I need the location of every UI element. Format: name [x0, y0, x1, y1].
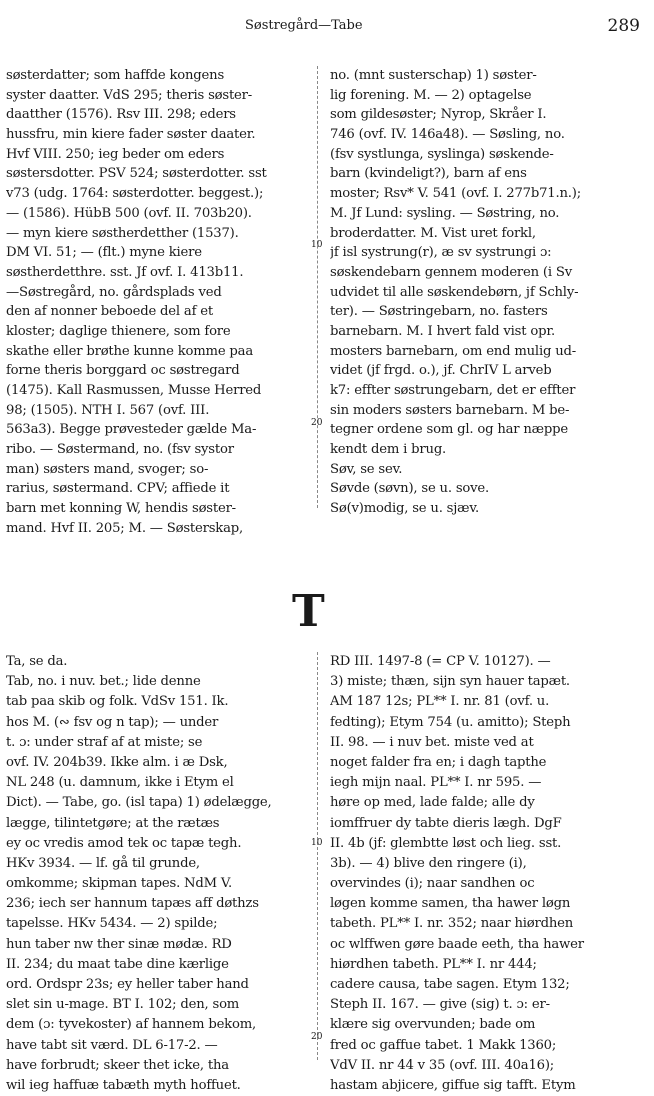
text-line: Søvde (søvn), se u. sove.: [330, 481, 489, 497]
text-line: Steph II. 167. — give (sig) t. ɔ: er-: [330, 997, 550, 1013]
text-line: ter). — Søstringebarn, no. fasters: [330, 304, 548, 320]
text-line: søstherdetthre. sst. Jf ovf. I. 413b11.: [6, 264, 244, 280]
text-line: udvidet til alle søskendebørn, jf Schly-: [330, 284, 579, 300]
text-line: mand. Hvf II. 205; M. — Søsterskap,: [6, 520, 243, 536]
text-line: jf isl systrung(r), æ sv systrungi ɔ:: [330, 245, 552, 261]
text-line: HKv 3934. — lf. gå til grunde,: [6, 855, 200, 871]
section-letter: T: [292, 586, 325, 637]
text-line: broderdatter. M. Vist uret forkl,: [330, 225, 536, 241]
text-line: videt (jf frgd. o.), jf. ChrIV L arveb: [330, 363, 552, 379]
text-line: Sø(v)modig, se u. sjæv.: [330, 501, 480, 517]
text-line: omkomme; skipman tapes. NdM V.: [6, 876, 232, 892]
text-line: t. ɔ: under straf af at miste; se: [6, 734, 203, 750]
text-line: søsterdatter; som haffde kongens: [6, 68, 225, 83]
text-line: klære sig overvunden; bade om: [330, 1017, 536, 1033]
text-line: noget falder fra en; i dagh tapthe: [330, 754, 547, 770]
text-line: ord. Ordspr 23s; ey heller taber hand: [6, 977, 249, 992]
text-line: hastam abjicere, giffue sig tafft. Etym: [330, 1077, 576, 1093]
text-line: — (1586). HübB 500 (ovf. II. 703b20).: [6, 205, 252, 221]
line-number-10-bottom: 10: [311, 838, 323, 848]
text-line: II. 4b (jf: glembtte løst och lieg. sst.: [330, 835, 562, 851]
text-line: lig forening. M. — 2) optagelse: [330, 87, 532, 103]
text-line: Søv, se sev.: [330, 461, 403, 477]
text-line: barn (kvindeligt?), barn af ens: [330, 166, 527, 182]
text-line: M. Jf Lund: sysling. — Søstring, no.: [330, 205, 560, 221]
text-line: (1475). Kall Rasmussen, Musse Herred: [6, 383, 262, 398]
text-line: rarius, søstermand. CPV; affiede it: [6, 481, 230, 497]
column-divider-top: [317, 66, 318, 508]
column-top-left: [6, 66, 306, 539]
text-line: hiørdhen tabeth. PL** I. nr 444;: [330, 956, 537, 972]
text-line: (fsv systlunga, syslinga) søskende-: [330, 146, 554, 162]
text-line: 236; iech ser hannum tapæs aff døthzs: [6, 896, 259, 912]
text-line: iegh mijn naal. PL** I. nr 595. —: [330, 775, 542, 791]
text-line: moster; Rsv* V. 541 (ovf. I. 277b71.n.);: [330, 186, 581, 202]
text-line: Tab, no. i nuv. bet.; lide denne: [6, 674, 201, 690]
text-line: tab paa skib og folk. VdSv 151. Ik.: [6, 694, 229, 710]
text-line: ovf. IV. 204b39. Ikke alm. i æ Dsk,: [6, 754, 228, 770]
text-line: no. (mnt susterschap) 1) søster-: [330, 68, 537, 83]
text-line: tegner ordene som gl. og har næppe: [330, 422, 568, 438]
text-line: —Søstregård, no. gårdsplads ved: [6, 284, 222, 300]
text-line: 746 (ovf. IV. 146a48). — Søsling, no.: [330, 127, 565, 143]
text-line: den af nonner beboede del af et: [6, 304, 213, 320]
text-line: fred oc gaffue tabet. 1 Makk 1360;: [330, 1037, 557, 1053]
text-line: AM 187 12s; PL** I. nr. 81 (ovf. u.: [330, 694, 550, 710]
text-line: fedting); Etym 754 (u. amitto); Steph: [330, 714, 571, 730]
text-line: barnebarn. M. I hvert fald vist opr.: [330, 323, 555, 339]
text-line: 3b). — 4) blive den ringere (i),: [330, 855, 527, 871]
text-line: cadere causa, tabe sagen. Etym 132;: [330, 977, 570, 992]
text-line: skathe eller brøthe kunne komme paa: [6, 343, 253, 359]
text-line: 563a3). Begge prøvesteder gælde Ma-: [6, 422, 257, 438]
text-line: ribo. — Søstermand, no. (fsv systor: [6, 442, 234, 458]
text-line: 3) miste; thæn, sijn syn hauer tapæt.: [330, 674, 570, 690]
text-line: NL 248 (u. damnum, ikke i Etym el: [6, 775, 234, 791]
text-line: barn met konning W, hendis søster-: [6, 501, 236, 517]
running-header: [0, 18, 654, 40]
text-line: Dict). — Tabe, go. (isl tapa) 1) ødelægge,: [6, 795, 272, 811]
text-line: hun taber nw ther sinæ mødæ. RD: [6, 936, 232, 952]
text-line: løgen komme samen, tha hawer løgn: [330, 896, 571, 912]
column-divider-bottom: [317, 652, 318, 1060]
column-top-right: [330, 66, 648, 519]
text-line: — myn kiere søstherdetther (1537).: [6, 225, 239, 241]
line-number-20-bottom: 20: [311, 1032, 323, 1042]
text-line: man) søsters mand, svoger; so-: [6, 461, 209, 477]
text-line: 98; (1505). NTH I. 567 (ovf. III.: [6, 402, 210, 418]
text-line: II. 98. — i nuv bet. miste ved at: [330, 734, 534, 750]
text-line: II. 234; du maat tabe dine kærlige: [6, 956, 229, 972]
text-line: have tabt sit værd. DL 6-17-2. —: [6, 1037, 218, 1053]
text-line: v73 (udg. 1764: søsterdotter. beggest.);: [6, 186, 264, 202]
text-line: mosters barnebarn, om end mulig ud-: [330, 343, 576, 359]
text-line: forne theris borggard oc søstregard: [6, 363, 240, 379]
text-line: RD III. 1497-8 (= CP V. 10127). —: [330, 654, 551, 669]
running-title: Søstregård—Tabe: [245, 18, 363, 33]
text-line: VdV II. nr 44 v 35 (ovf. III. 40a16);: [330, 1057, 555, 1073]
text-line: oc wlffwen gøre baade eeth, tha hawer: [330, 936, 584, 952]
text-line: høre op med, lade falde; alle dy: [330, 795, 535, 811]
line-number-10-top: 10: [311, 240, 323, 250]
column-bottom-left: [6, 652, 306, 1096]
text-line: ey oc vredis amod tek oc tapæ tegh.: [6, 835, 242, 851]
page-number: 289: [607, 16, 640, 36]
text-line: tabeth. PL** I. nr. 352; naar hiørdhen: [330, 916, 574, 932]
text-line: k7: effter søstrungebarn, det er effter: [330, 383, 576, 398]
text-line: hussfru, min kiere fader søster daater.: [6, 127, 256, 143]
text-line: overvindes (i); naar sandhen oc: [330, 876, 535, 892]
text-line: syster daatter. VdS 295; theris søster-: [6, 87, 253, 103]
text-line: Ta, se da.: [6, 654, 68, 669]
column-bottom-right: [330, 652, 648, 1096]
text-line: som gildesøster; Nyrop, Skråer I.: [330, 107, 547, 123]
text-line: Hvf VIII. 250; ieg beder om eders: [6, 146, 225, 162]
text-line: hos M. (∾ fsv og n tap); — under: [6, 714, 219, 730]
text-line: søskendebarn gennem moderen (i Sv: [330, 264, 572, 280]
text-line: sin moders søsters barnebarn. M be-: [330, 402, 570, 418]
text-line: søstersdotter. PSV 524; søsterdotter. sst: [6, 166, 267, 182]
text-line: tapelsse. HKv 5434. — 2) spilde;: [6, 916, 218, 932]
text-line: kendt dem i brug.: [330, 442, 447, 458]
text-line: daatther (1576). Rsv III. 298; eders: [6, 107, 236, 123]
text-line: dem (ɔ: tyvekoster) af hannem bekom,: [6, 1017, 257, 1033]
text-line: slet sin u-mage. BT I. 102; den, som: [6, 997, 240, 1013]
text-line: kloster; daglige thienere, som fore: [6, 323, 231, 339]
text-line: DM VI. 51; — (flt.) myne kiere: [6, 245, 202, 261]
line-number-20-top: 20: [311, 418, 323, 428]
text-line: lægge, tilintetgøre; at the rætæs: [6, 815, 220, 831]
text-line: iomffruer dy tabte dieris lægh. DgF: [330, 815, 562, 831]
text-line: have forbrudt; skeer thet icke, tha: [6, 1057, 229, 1073]
text-line: wil ieg haffuæ tabæth myth hoffuet.: [6, 1077, 241, 1093]
